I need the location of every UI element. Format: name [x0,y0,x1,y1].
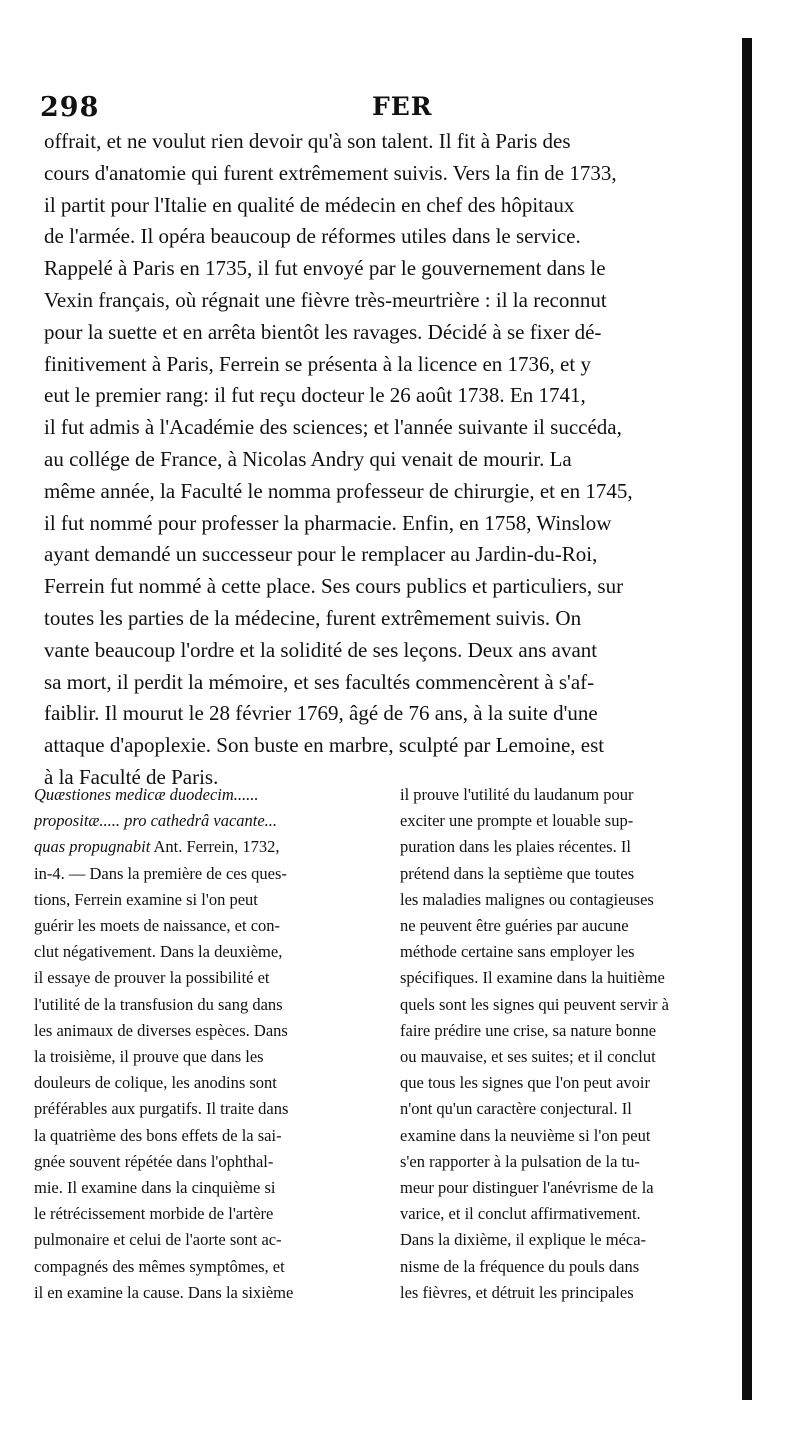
text-line: préférables aux purgatifs. Il traite dans [34,1099,289,1119]
text-line: faiblir. Il mourut le 28 février 1769, âgé de 76 ans, à la suite d'une [44,701,598,726]
text-line: prétend dans la septième que toutes [400,863,635,883]
text-line: eut le premier rang: il fut reçu docteur le 26 août 1738. En 1741, [44,383,586,408]
text-line: mie. Il examine dans la cinquième si [34,1178,276,1198]
text-line: clut négativement. Dans la deuxième, [34,942,283,962]
text-line: même année, la Faculté le nomma professeur de chirurgie, et en 1745, [44,478,633,503]
text-line: quels sont les signes qui peuvent servir à [400,994,669,1014]
text-line: nisme de la fréquence du pouls dans [400,1256,640,1276]
text-line: au collége de France, à Nicolas Andry qui venait de mourir. La [44,446,572,471]
text-line: ayant demandé un successeur pour le remplacer au Jardin-du-Roi, [44,542,598,567]
text-line: douleurs de colique, les anodins sont [34,1073,277,1093]
text-line: exciter une prompte et louable sup- [400,811,634,831]
text-line: Rappelé à Paris en 1735, il fut envoyé par le gouvernement dans le [44,256,606,281]
text-line: examine dans la neuvième si l'on peut [400,1125,651,1145]
text-line: il prouve l'utilité du laudanum pour [400,785,634,804]
text-line: n'ont qu'un caractère conjectural. Il [400,1099,632,1119]
main-paragraph [44,126,750,794]
text-line: attaque d'apoplexie. Son buste en marbre, sculpté par Lemoine, est [44,733,605,758]
text-line: les animaux de diverses espèces. Dans [34,1020,288,1040]
text-line: cours d'anatomie qui furent extrêmement suivis. Vers la fin de 1733, [44,160,617,185]
bibliography-column-right [400,782,740,1306]
text-line: Vexin français, où régnait une fièvre très-meurtrière : il la reconnut [44,287,607,312]
text-line: méthode certaine sans employer les [400,942,635,962]
text-line: s'en rapporter à la pulsation de la tu- [400,1151,640,1171]
text-line: la quatrième des bons effets de la sai- [34,1125,282,1145]
text-line: ou mauvaise, et ses suites; et il conclut [400,1047,656,1067]
text-line: guérir les moets de naissance, et con- [34,916,281,936]
text-line: Dans la dixième, il explique le méca- [400,1230,647,1250]
text-line: propositæ..... pro cathedrâ vacante... [34,811,278,831]
text-line: la troisième, il prouve que dans les [34,1047,264,1067]
text-line: à la Faculté de Paris. [44,764,219,789]
bibliography-column-left [34,782,388,1306]
text-line: faire prédire une crise, sa nature bonne [400,1020,657,1040]
text-line: tions, Ferrein examine si l'on peut [34,889,258,909]
text-line: le rétrécissement morbide de l'artère [34,1204,274,1224]
text-line: il fut nommé pour professer la pharmacie. Enfin, en 1758, Winslow [44,510,612,535]
text-line: Ferrein fut nommé à cette place. Ses cours publics et particuliers, sur [44,574,624,599]
text-line: Quæstiones medicæ duodecim...... [34,785,259,804]
text-line: il essaye de prouver la possibilité et [34,968,270,988]
text-line: puration dans les plaies récentes. Il [400,837,631,857]
text-line: il fut admis à l'Académie des sciences; et l'année suivante il succéda, [44,415,622,440]
text-line: varice, et il conclut affirmativement. [400,1204,641,1224]
page-number: 298 [40,92,100,123]
text-line: gnée souvent répétée dans l'ophthal- [34,1151,274,1171]
text-line: l'utilité de la transfusion du sang dans [34,994,283,1014]
text-line: sa mort, il perdit la mémoire, et ses facultés commencèrent à s'af- [44,669,595,694]
running-head: FER [372,92,433,121]
text-line: meur pour distinguer l'anévrisme de la [400,1178,654,1198]
text-line: il partit pour l'Italie en qualité de médecin en chef des hôpitaux [44,192,575,217]
text-line [34,834,388,860]
text-line: les fièvres, et détruit les principales [400,1282,634,1302]
text-line: ne peuvent être guéries par aucune [400,916,629,936]
text-line: spécifiques. Il examine dans la huitième [400,968,665,988]
text-line: pulmonaire et celui de l'aorte sont ac- [34,1230,282,1250]
text-line: que tous les signes que l'on peut avoir [400,1073,650,1093]
text-line: les maladies malignes ou contagieuses [400,889,654,909]
text-line: pour la suette et en arrêta bientôt les ravages. Décidé à se fixer dé- [44,319,602,344]
text-line: toutes les parties de la médecine, furent extrêmement suivis. On [44,605,582,630]
text-line: offrait, et ne voulut rien devoir qu'à son talent. Il fit à Paris des [44,129,571,153]
text-line: finitivement à Paris, Ferrein se présenta à la licence en 1736, et y [44,351,591,376]
text-line: de l'armée. Il opéra beaucoup de réformes utiles dans le service. [44,224,581,249]
text-line: in-4. — Dans la première de ces ques- [34,863,287,883]
text-line: vante beaucoup l'ordre et la solidité de ses leçons. Deux ans avant [44,637,598,662]
text-line: compagnés des mêmes symptômes, et [34,1256,285,1276]
work-title-fragment: quas propugnabit [34,837,151,857]
author-year: Ant. Ferrein, 1732, [150,837,280,857]
text-line: il en examine la cause. Dans la sixième [34,1282,294,1302]
